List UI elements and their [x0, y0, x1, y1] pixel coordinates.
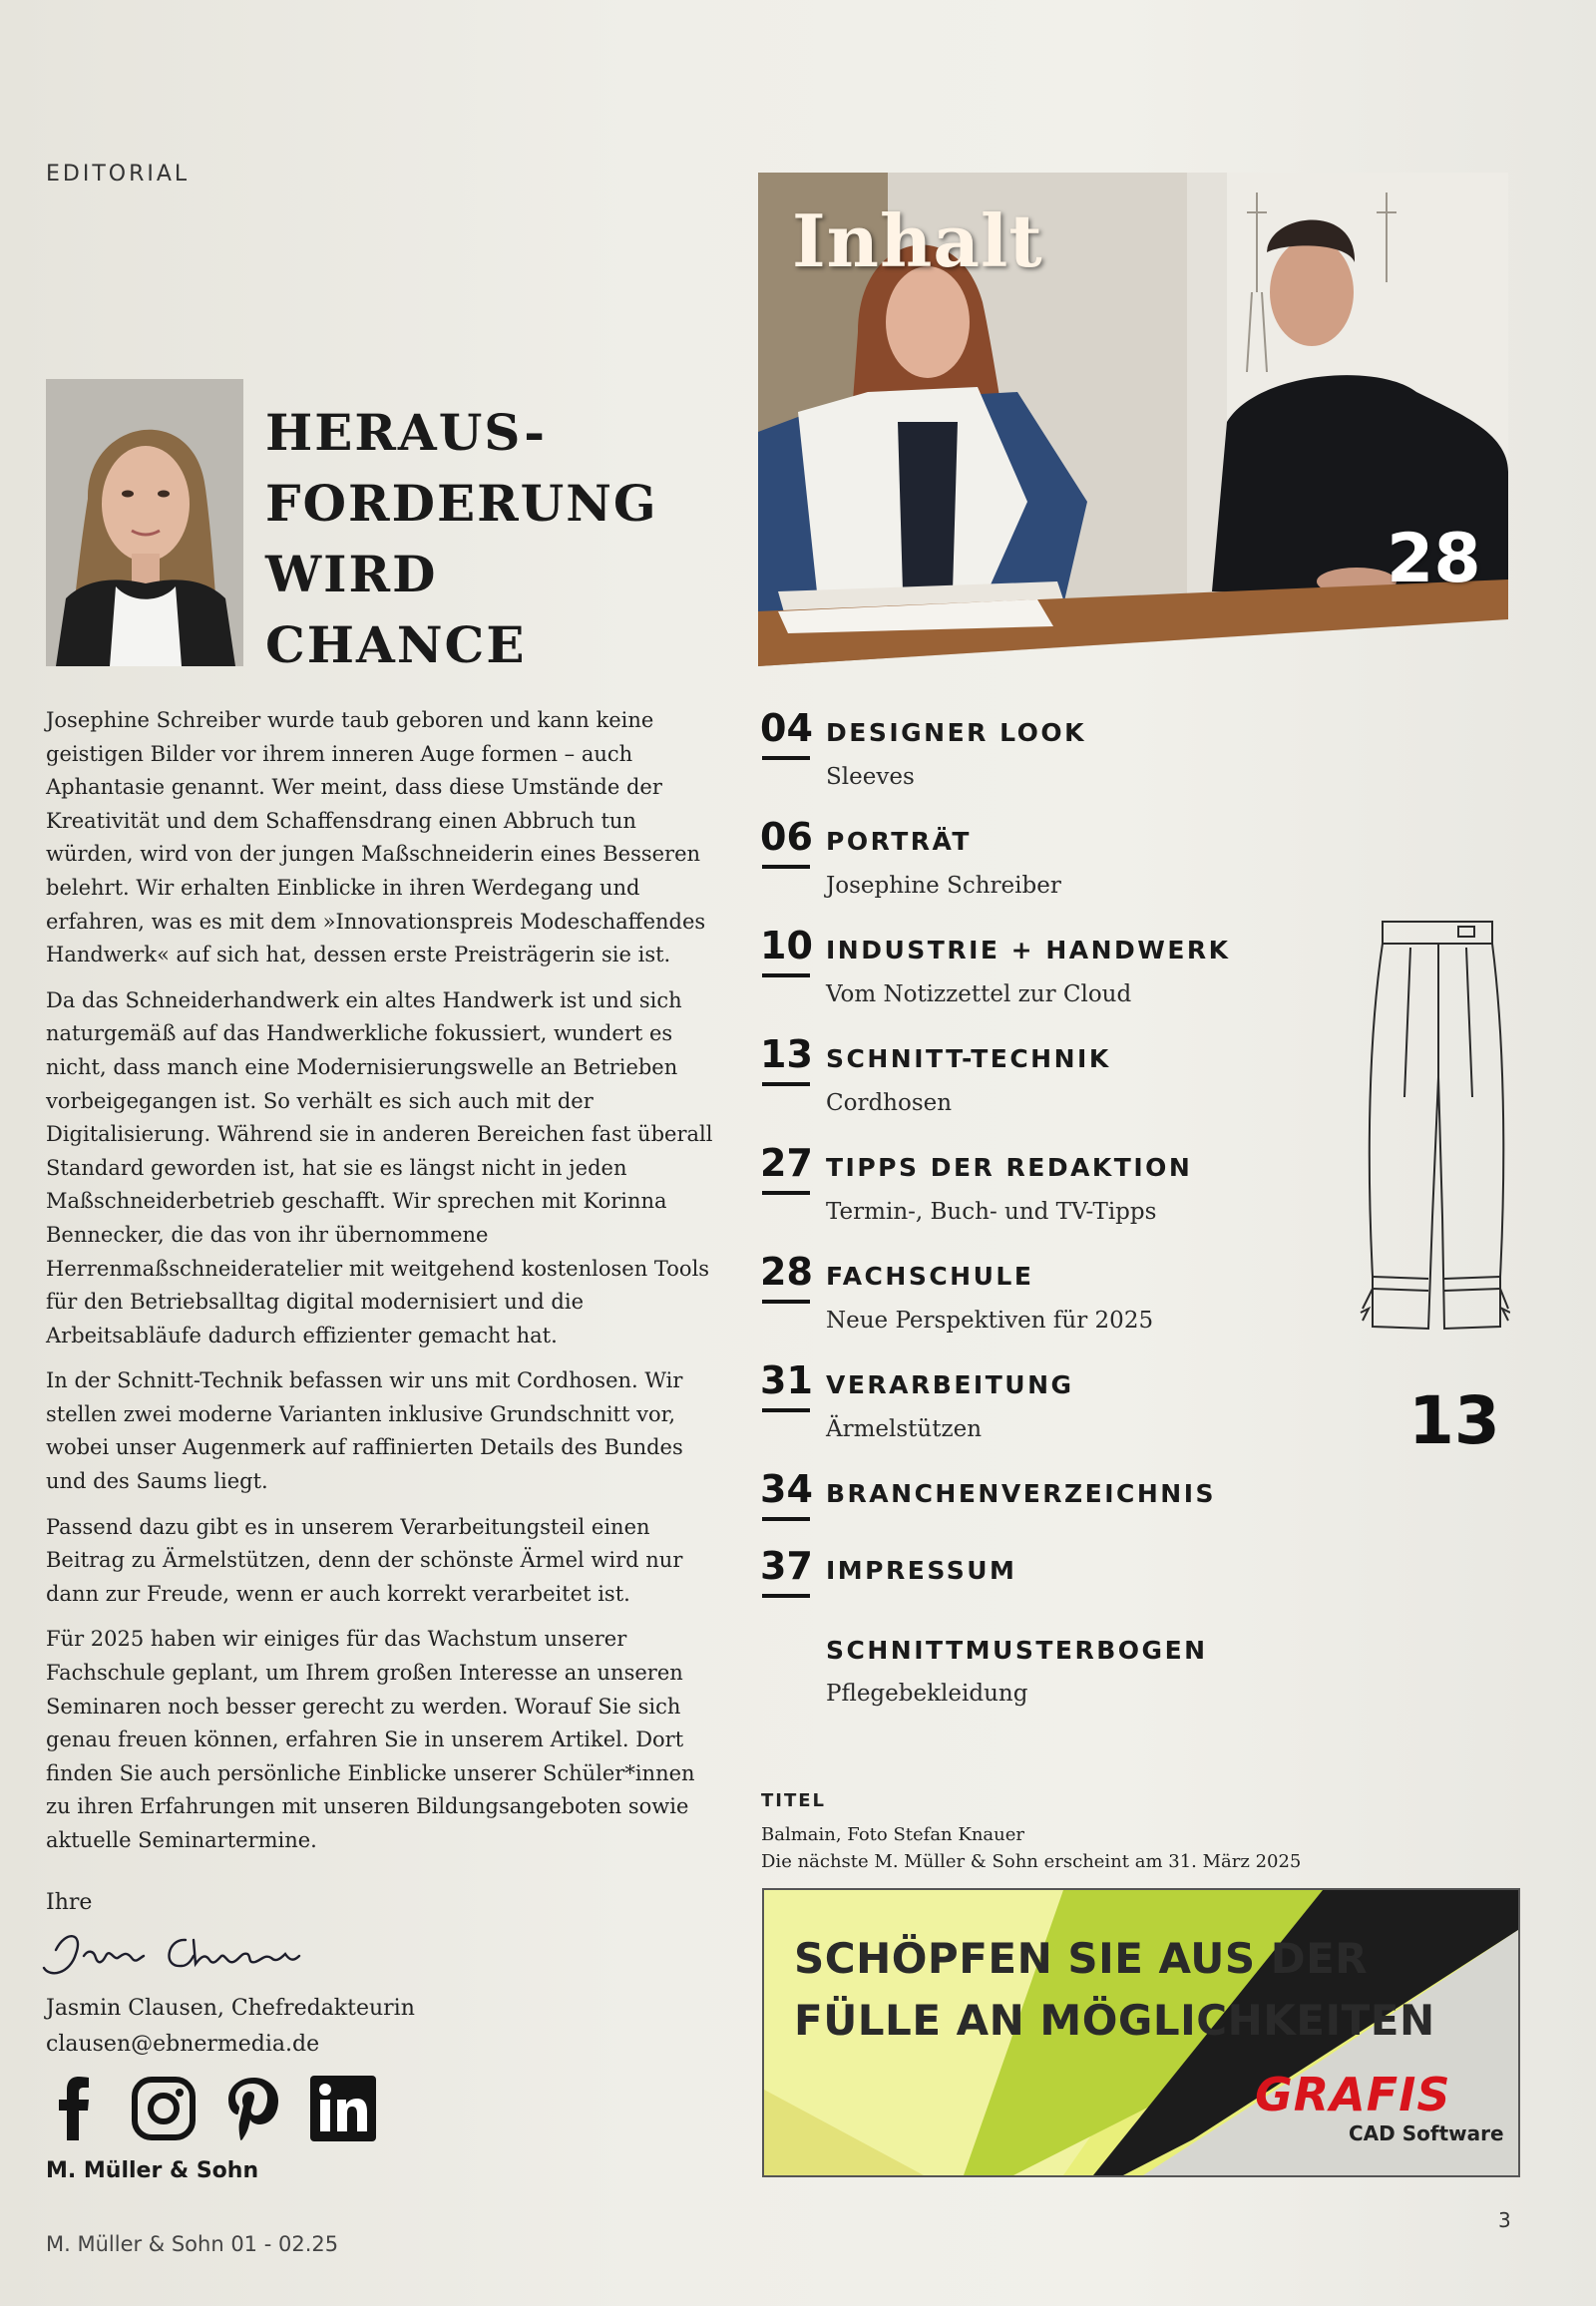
pinterest-icon[interactable]	[219, 2075, 287, 2142]
signoff-greeting: Ihre	[46, 1890, 93, 1915]
ad-headline-line: SCHÖPFEN SIE AUS DER	[794, 1934, 1369, 1983]
toc-page-number: 06	[760, 815, 813, 859]
toc-page-number: 37	[760, 1544, 813, 1588]
linkedin-icon[interactable]	[309, 2075, 377, 2142]
toc-number-underline	[762, 973, 810, 977]
handwritten-signature	[36, 1920, 335, 1990]
page-number: 3	[1498, 2208, 1511, 2232]
toc-title: VERARBEITUNG	[826, 1370, 1074, 1399]
issue-footer: M. Müller & Sohn 01 - 02.25	[46, 2232, 339, 2256]
toc-page-number: 27	[760, 1141, 813, 1185]
body-paragraph: Für 2025 haben wir einiges für das Wachstum unserer Fachschule geplant, um Ihrem großen Interesse an unseren Seminaren noch besser gerecht zu werden. Worauf Sie sich genau freuen können, erfahren Sie in unserem Artikel. Dort finden Sie auch persönliche Einblicke unserer Schüler*innen zu ihren Erfahrungen mit unseren Bildungsangeboten sowie aktuelle Seminartermine.	[46, 1627, 695, 1852]
hero-page-ref[interactable]: 28	[1387, 520, 1481, 598]
toc-entry[interactable]	[760, 924, 1379, 1032]
toc-title: IMPRESSUM	[826, 1556, 1017, 1585]
toc-title: BRANCHENVERZEICHNIS	[826, 1479, 1217, 1508]
editor-portrait	[46, 379, 243, 666]
toc-number-underline	[762, 756, 810, 760]
ad-headline	[794, 1928, 1435, 2052]
signoff-block	[46, 1991, 415, 2063]
toc-number-underline	[762, 865, 810, 869]
toc-page-number: 34	[760, 1467, 813, 1511]
editor-email[interactable]: clausen@ebnermedia.de	[46, 2032, 320, 2057]
toc-entry[interactable]	[760, 815, 1379, 924]
toc-entry[interactable]	[760, 1358, 1379, 1467]
toc-subtitle: Pflegebekleidung	[826, 1681, 1028, 1707]
section-label: EDITORIAL	[46, 162, 191, 187]
toc-number-underline	[762, 1408, 810, 1412]
toc-number-underline	[762, 1300, 810, 1304]
toc-entry[interactable]	[760, 1032, 1379, 1141]
toc-entry[interactable]	[760, 1544, 1379, 1621]
toc-page-number: 31	[760, 1358, 813, 1402]
body-paragraph: Da das Schneiderhandwerk ein altes Handwerk ist und sich naturgemäß auf das Handwerkliche fokussiert, wundert es nicht, dass manch eine Modernisierungswelle an Betrieben vorbeigegangen ist. So verhält es sich auch mit der Digitalisierung. Während sie in anderen Bereichen fast überall Standard geworden ist, hat sie es längst nicht in jeden Maßschneiderbetrieb geschafft. Wir sprechen mit Korinna Bennecker, die das von ihr übernommene Herrenmaßschneideratelier mit weitgehend kostenlosen Tools für den Betriebsalltag digital modernisiert und die Arbeitsabläufe dadurch effizienter gemacht hat.	[46, 987, 713, 1347]
toc-title: TIPPS DER REDAKTION	[826, 1153, 1193, 1182]
social-icons	[40, 2075, 377, 2142]
toc-title: DESIGNER LOOK	[826, 718, 1087, 747]
grafis-logo: GRAFIS	[1255, 2068, 1451, 2121]
toc-entry[interactable]	[760, 1467, 1379, 1544]
body-paragraph: Passend dazu gibt es in unserem Verarbeitungsteil einen Beitrag zu Ärmelstützen, denn der schönste Ärmel wird nur dann zur Freude, wenn er auch korrekt verarbeitet ist.	[46, 1514, 683, 1606]
pants-page-ref[interactable]: 13	[1408, 1382, 1500, 1459]
cover-credits	[761, 1790, 1301, 1875]
trousers-sketch	[1359, 918, 1510, 1356]
headline-line: CHANCE	[265, 615, 527, 674]
credits-photo: Balmain, Foto Stefan Knauer	[761, 1824, 1024, 1845]
toc-title: PORTRÄT	[826, 827, 972, 856]
toc-entry[interactable]	[760, 706, 1379, 815]
editor-portrait-illustration	[46, 379, 243, 666]
table-of-contents	[760, 706, 1379, 1621]
headline-line: HERAUS-	[265, 403, 547, 462]
toc-subtitle: Josephine Schreiber	[826, 873, 1061, 899]
toc-subtitle: Ärmelstützen	[826, 1416, 983, 1442]
brand-name: M. Müller & Sohn	[46, 2158, 259, 2183]
editorial-headline	[265, 397, 658, 680]
toc-subtitle: Neue Perspektiven für 2025	[826, 1308, 1154, 1334]
facebook-icon[interactable]	[40, 2075, 108, 2142]
toc-subtitle: Sleeves	[826, 764, 915, 790]
headline-line: FORDERUNG	[265, 474, 658, 533]
body-paragraph: Josephine Schreiber wurde taub geboren und kann keine geistigen Bilder vor ihrem inneren Auge formen – auch Aphantasie genannt. Wer meint, dass diese Umstände der Kreativität und dem Schaffensdrang einen Abbruch tun würden, wird von der jungen Maßschneiderin eines Besseren belehrt. Wir erhalten Einblicke in ihren Werdegang und erfahren, was es mit dem »Innovationspreis Modeschaffendes Handwerk« auf sich hat, dessen erste Preisträgerin sie ist.	[46, 708, 706, 967]
credits-next-issue: Die nächste M. Müller & Sohn erscheint am 31. März 2025	[761, 1851, 1302, 1872]
toc-page-number: 13	[760, 1032, 813, 1076]
toc-subtitle: Termin-, Buch- und TV-Tipps	[826, 1199, 1157, 1225]
toc-page-number: 28	[760, 1250, 813, 1294]
contents-title: Inhalt	[792, 198, 1043, 283]
contents-hero-photo	[758, 173, 1508, 666]
toc-entry[interactable]	[760, 1141, 1379, 1250]
toc-page-number: 10	[760, 924, 813, 967]
grafis-logo-subtitle: CAD Software	[1349, 2121, 1504, 2145]
editorial-body	[46, 704, 714, 1870]
toc-number-underline	[762, 1191, 810, 1195]
toc-title: SCHNITTMUSTERBOGEN	[826, 1636, 1208, 1665]
grafis-advertisement[interactable]	[762, 1888, 1520, 2177]
instagram-icon[interactable]	[130, 2075, 198, 2142]
headline-line: WIRD	[265, 545, 438, 603]
toc-number-underline	[762, 1517, 810, 1521]
body-paragraph: In der Schnitt-Technik befassen wir uns mit Cordhosen. Wir stellen zwei moderne Varianten inklusive Grundschnitt vor, wobei unser Augenmerk auf raffinierten Details des Bundes und des Saums liegt.	[46, 1368, 683, 1494]
toc-title: SCHNITT-TECHNIK	[826, 1044, 1111, 1073]
toc-title: FACHSCHULE	[826, 1262, 1034, 1291]
toc-title: INDUSTRIE + HANDWERK	[826, 936, 1231, 964]
toc-number-underline	[762, 1082, 810, 1086]
toc-number-underline	[762, 1594, 810, 1598]
toc-entry[interactable]	[760, 1250, 1379, 1358]
credits-label: TITEL	[761, 1790, 827, 1811]
toc-subtitle: Vom Notizzettel zur Cloud	[826, 981, 1132, 1007]
ad-headline-line: FÜLLE AN MÖGLICHKEITEN	[794, 1996, 1435, 2045]
toc-page-number: 04	[760, 706, 813, 750]
toc-extra-entry[interactable]	[826, 1636, 1208, 1707]
toc-subtitle: Cordhosen	[826, 1090, 953, 1116]
editor-name-title: Jasmin Clausen, Chefredakteurin	[46, 1996, 415, 2021]
